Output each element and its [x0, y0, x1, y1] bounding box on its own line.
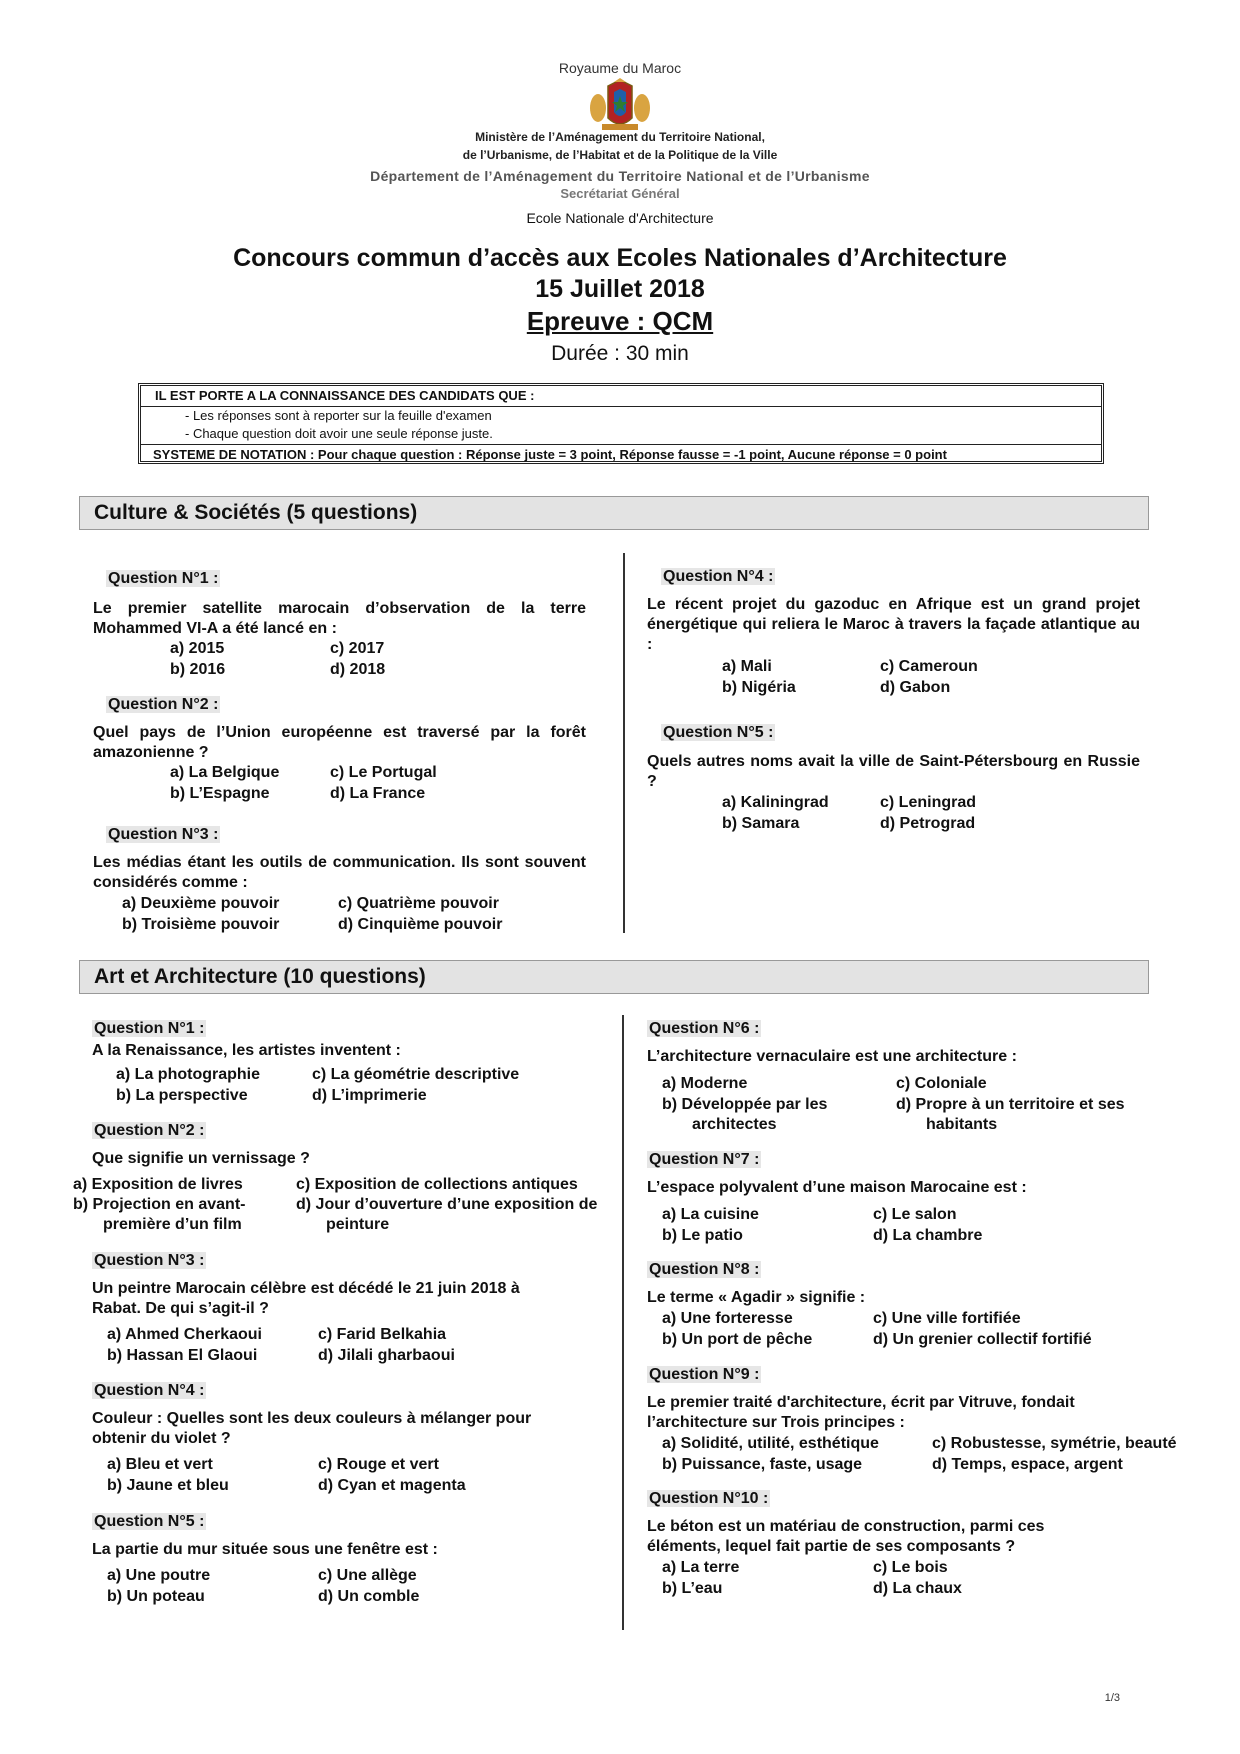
question-text: Le premier satellite marocain d’observation de la terre Mohammed VI-A a été lancé en : — [93, 600, 586, 637]
answer-option[interactable]: a) Ahmed Cherkaoui — [107, 1326, 262, 1343]
question-text: La partie du mur située sous une fenêtre est : — [92, 1541, 438, 1558]
answer-option[interactable]: a) 2015 — [170, 640, 225, 657]
answer-option[interactable]: d) Gabon — [880, 679, 951, 696]
question-text: L’architecture vernaculaire est une architecture : — [647, 1048, 1017, 1065]
question-label: Question N°8 : — [649, 1261, 760, 1278]
question-text: Le béton est un matériau de construction, parmi ces éléments, lequel fait partie de ses composants ? — [647, 1518, 1045, 1555]
answer-option[interactable]: a) La terre — [662, 1559, 740, 1576]
question-label: Question N°9 : — [649, 1366, 760, 1383]
answer-option[interactable]: a) Mali — [722, 658, 772, 675]
answer-option[interactable]: b) Projection en avant-première d’un film — [73, 1196, 246, 1233]
answer-option[interactable]: c) 2017 — [330, 640, 385, 657]
answer-option[interactable]: b) Un poteau — [107, 1588, 205, 1605]
answer-option[interactable]: d) L’imprimerie — [312, 1087, 427, 1104]
answer-option[interactable]: c) Leningrad — [880, 794, 977, 811]
answer-option[interactable]: c) Exposition de collections antiques — [296, 1176, 578, 1193]
answer-option[interactable]: a) Exposition de livres — [73, 1176, 243, 1193]
answer-option[interactable]: b) 2016 — [170, 661, 226, 678]
answer-option[interactable]: d) La chaux — [873, 1580, 962, 1597]
answer-option[interactable]: b) L’Espagne — [170, 785, 270, 802]
answer-option[interactable]: b) Le patio — [662, 1227, 743, 1244]
answer-option[interactable]: a) Moderne — [662, 1075, 748, 1092]
answer-option[interactable]: d) 2018 — [330, 661, 386, 678]
instructions-box — [138, 383, 1104, 464]
exam-duration: Durée : 30 min — [551, 342, 689, 365]
question-text: Le terme « Agadir » signifie : — [647, 1289, 866, 1306]
answer-option[interactable]: b) Nigéria — [722, 679, 796, 696]
scoring-system: SYSTEME DE NOTATION : Pour chaque question : Réponse juste = 3 point, Réponse fausse = -1 point, Aucune réponse = 0 point — [153, 447, 947, 462]
answer-option[interactable]: b) Puissance, faste, usage — [662, 1456, 863, 1473]
answer-option[interactable]: d) Un grenier collectif fortifié — [873, 1331, 1092, 1348]
answer-option[interactable]: c) Cameroun — [880, 658, 978, 675]
question-text: Un peintre Marocain célèbre est décédé le 21 juin 2018 à Rabat. De qui s’agit-il ? — [92, 1280, 520, 1317]
question-label: Question N°4 : — [663, 568, 774, 585]
instruction-item-1: - Les réponses sont à reporter sur la feuille d'examen — [185, 408, 492, 423]
coat-of-arms-icon — [588, 78, 652, 134]
answer-option[interactable]: a) Kaliningrad — [722, 794, 829, 811]
answer-option[interactable]: a) La cuisine — [662, 1206, 759, 1223]
answer-option[interactable]: b) La perspective — [116, 1087, 248, 1104]
answer-option[interactable]: d) Un comble — [318, 1588, 420, 1605]
answer-option[interactable]: d) Temps, espace, argent — [932, 1456, 1123, 1473]
exam-title: Concours commun d’accès aux Ecoles Nationales d’Architecture — [233, 244, 1007, 272]
answer-option[interactable]: c) Robustesse, symétrie, beauté — [932, 1435, 1177, 1452]
question-label: Question N°5 : — [94, 1513, 205, 1530]
question-text: L’espace polyvalent d’une maison Marocaine est : — [647, 1179, 1027, 1196]
question-label: Question N°1 : — [108, 570, 219, 587]
answer-option[interactable]: b) Troisième pouvoir — [122, 916, 280, 933]
section-culture-header: Culture & Sociétés (5 questions) — [79, 496, 1149, 530]
ministry-line-1: Ministère de l’Aménagement du Territoire National, — [475, 130, 765, 144]
question-label: Question N°3 : — [94, 1252, 205, 1269]
exam-date: 15 Juillet 2018 — [535, 275, 705, 303]
answer-option[interactable]: b) Hassan El Glaoui — [107, 1347, 258, 1364]
column-divider — [622, 1015, 624, 1630]
question-text: A la Renaissance, les artistes inventent : — [92, 1042, 401, 1059]
instruction-item-2: - Chaque question doit avoir une seule réponse juste. — [141, 425, 1101, 445]
question-label: Question N°2 : — [108, 696, 219, 713]
question-text: Le premier traité d'architecture, écrit par Vitruve, fondait l’architecture sur Trois principes : — [647, 1394, 1075, 1431]
answer-option[interactable]: c) Farid Belkahia — [318, 1326, 447, 1343]
answer-option[interactable]: a) Une poutre — [107, 1567, 211, 1584]
answer-option[interactable]: d) Cyan et magenta — [318, 1477, 466, 1494]
answer-option[interactable]: d) Jilali gharbaoui — [318, 1347, 455, 1364]
answer-option[interactable]: c) Coloniale — [896, 1075, 987, 1092]
question-label: Question N°2 : — [94, 1122, 205, 1139]
kingdom-label: Royaume du Maroc — [558, 60, 682, 76]
question-label: Question N°4 : — [94, 1382, 205, 1399]
school-label: Ecole Nationale d'Architecture — [526, 210, 714, 226]
answer-option[interactable]: b) Samara — [722, 815, 800, 832]
question-text: Que signifie un vernissage ? — [92, 1150, 310, 1167]
answer-option[interactable]: a) La photographie — [116, 1066, 260, 1083]
answer-option[interactable]: a) Deuxième pouvoir — [122, 895, 280, 912]
answer-option[interactable]: d) Petrograd — [880, 815, 976, 832]
question-text: Quels autres noms avait la ville de Saint-Pétersbourg en Russie ? — [647, 753, 1140, 790]
question-text: Quel pays de l’Union européenne est traversé par la forêt amazonienne ? — [93, 724, 586, 761]
answer-option[interactable]: c) Une allège — [318, 1567, 417, 1584]
secretariat-label: Secrétariat Général — [560, 186, 680, 201]
question-label: Question N°3 : — [108, 826, 219, 843]
question-label: Question N°10 : — [649, 1490, 769, 1507]
answer-option[interactable]: c) Une ville fortifiée — [873, 1310, 1021, 1327]
question-label: Question N°7 : — [649, 1151, 760, 1168]
answer-option[interactable]: a) Bleu et vert — [107, 1456, 213, 1473]
answer-option[interactable]: a) Une forteresse — [662, 1310, 793, 1327]
answer-option[interactable]: c) La géométrie descriptive — [312, 1066, 520, 1083]
question-text: Les médias étant les outils de communication. Ils sont souvent considérés comme : — [93, 854, 586, 891]
column-divider — [623, 553, 625, 933]
question-label: Question N°5 : — [663, 724, 774, 741]
instructions-heading: IL EST PORTE A LA CONNAISSANCE DES CANDIDATS QUE : — [141, 386, 1101, 407]
department-label: Département de l’Aménagement du Territoire National et de l’Urbanisme — [370, 168, 870, 184]
answer-option[interactable]: b) L’eau — [662, 1580, 723, 1597]
answer-option[interactable]: a) La Belgique — [170, 764, 280, 781]
exam-type: Epreuve : QCM — [526, 306, 714, 336]
answer-option[interactable]: b) Développée par les architectes — [662, 1096, 828, 1133]
answer-option[interactable]: c) Quatrième pouvoir — [338, 895, 499, 912]
answer-option[interactable]: a) Solidité, utilité, esthétique — [662, 1435, 879, 1452]
answer-option[interactable]: d) Cinquième pouvoir — [338, 916, 503, 933]
ministry-line-2: de l’Urbanisme, de l’Habitat et de la Politique de la Ville — [462, 148, 778, 162]
answer-option[interactable]: c) Le salon — [873, 1206, 957, 1223]
answer-option[interactable]: c) Le bois — [873, 1559, 948, 1576]
question-label: Question N°1 : — [94, 1020, 205, 1037]
answer-option[interactable]: b) Un port de pêche — [662, 1331, 813, 1348]
question-text: Le récent projet du gazoduc en Afrique est un grand projet énergétique qui reliera le Maroc à travers la façade atlantique au : — [647, 596, 1140, 653]
section-art-header: Art et Architecture (10 questions) — [79, 960, 1149, 994]
answer-option[interactable]: d) Propre à un territoire et ses habitants — [896, 1096, 1125, 1133]
answer-option[interactable]: d) La chambre — [873, 1227, 983, 1244]
answer-option[interactable]: b) Jaune et bleu — [107, 1477, 229, 1494]
answer-option[interactable]: d) La France — [330, 785, 426, 802]
answer-option[interactable]: c) Le Portugal — [330, 764, 437, 781]
question-label: Question N°6 : — [649, 1020, 760, 1037]
page-number: 1/3 — [1104, 1692, 1120, 1704]
answer-option[interactable]: d) Jour d’ouverture d’une exposition de peinture — [296, 1196, 598, 1233]
question-text: Couleur : Quelles sont les deux couleurs à mélanger pour obtenir du violet ? — [92, 1410, 532, 1447]
answer-option[interactable]: c) Rouge et vert — [318, 1456, 439, 1473]
